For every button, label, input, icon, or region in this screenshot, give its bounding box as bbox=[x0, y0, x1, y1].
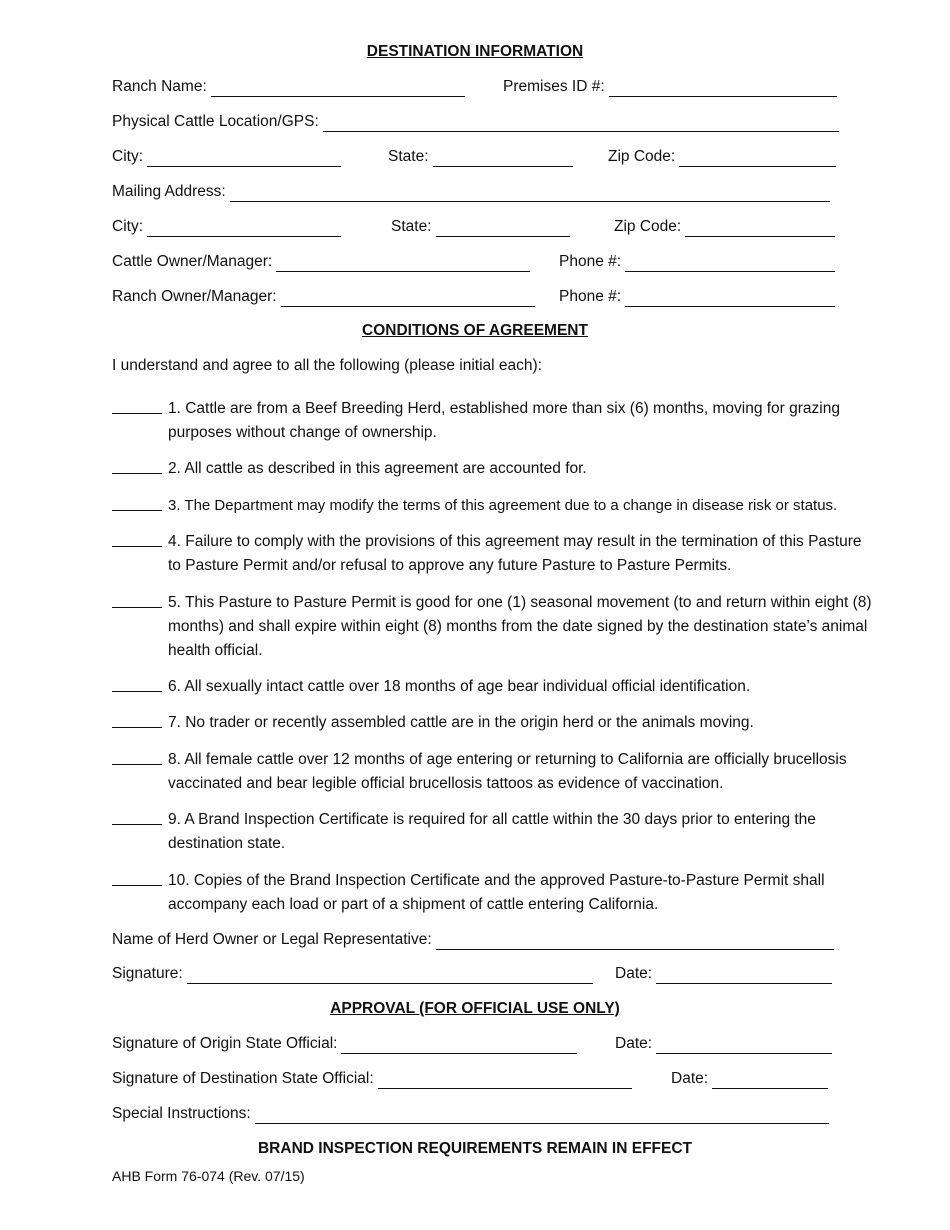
condition-item-8 bbox=[112, 748, 892, 792]
herd-owner-input[interactable] bbox=[436, 933, 834, 950]
physical-location-input[interactable] bbox=[323, 115, 839, 132]
mailing-address-input[interactable] bbox=[230, 185, 830, 202]
zip-input[interactable] bbox=[679, 150, 836, 167]
city-field[interactable] bbox=[112, 147, 341, 167]
date1-input[interactable] bbox=[656, 1037, 832, 1054]
condition-text-9: 9. A Brand Inspection Certificate is required for all cattle within the 30 days prior to entering the destination state. bbox=[168, 811, 816, 852]
city-input[interactable] bbox=[147, 150, 341, 167]
premises-id-input[interactable] bbox=[609, 80, 837, 97]
signature-label: Signature: bbox=[112, 965, 183, 982]
condition-item-3 bbox=[112, 494, 892, 519]
initial-blank-1[interactable] bbox=[112, 397, 162, 414]
zip2-input[interactable] bbox=[685, 220, 835, 237]
state-label: State: bbox=[388, 148, 429, 165]
condition-text-8: 8. All female cattle over 12 months of age entering or returning to California are officially brucellosis vaccinated and bear legible official brucellosis tattoos as evidence of vaccination. bbox=[168, 751, 847, 792]
special-instructions-label: Special Instructions: bbox=[112, 1105, 251, 1122]
initial-blank-7[interactable] bbox=[112, 711, 162, 728]
date-label: Date: bbox=[615, 965, 653, 982]
state-field[interactable] bbox=[388, 147, 573, 167]
conditions-heading: CONDITIONS OF AGREEMENT bbox=[362, 322, 588, 339]
mailing-address-label: Mailing Address: bbox=[112, 183, 226, 200]
date-field[interactable] bbox=[615, 964, 832, 984]
ranch-name-label: Ranch Name: bbox=[112, 78, 207, 95]
initial-blank-4[interactable] bbox=[112, 530, 162, 547]
phone-field[interactable] bbox=[559, 252, 835, 272]
destination-official-field[interactable] bbox=[112, 1069, 632, 1089]
special-instructions-field[interactable] bbox=[112, 1104, 829, 1124]
condition-text-1: 1. Cattle are from a Beef Breeding Herd, established more than six (6) months, moving for grazing purposes without change of ownership. bbox=[168, 400, 840, 441]
destination-heading: DESTINATION INFORMATION bbox=[366, 43, 584, 60]
initial-blank-9[interactable] bbox=[112, 808, 162, 825]
origin-official-input[interactable] bbox=[341, 1037, 577, 1054]
initial-blank-3[interactable] bbox=[112, 494, 162, 511]
state2-label: State: bbox=[391, 218, 432, 235]
state-input[interactable] bbox=[433, 150, 573, 167]
condition-item-4 bbox=[112, 530, 892, 574]
initial-blank-2[interactable] bbox=[112, 457, 162, 474]
phone-label: Phone #: bbox=[559, 253, 622, 270]
origin-official-field[interactable] bbox=[112, 1034, 577, 1054]
state2-field[interactable] bbox=[391, 217, 570, 237]
cattle-owner-field[interactable] bbox=[112, 252, 530, 272]
date1-field[interactable] bbox=[615, 1034, 832, 1054]
city2-label: City: bbox=[112, 218, 143, 235]
phone2-label: Phone #: bbox=[559, 288, 622, 305]
date2-input[interactable] bbox=[712, 1072, 828, 1089]
city2-field[interactable] bbox=[112, 217, 341, 237]
special-instructions-input[interactable] bbox=[255, 1107, 829, 1124]
ranch-name-input[interactable] bbox=[211, 80, 465, 97]
condition-text-5: 5. This Pasture to Pasture Permit is good for one (1) seasonal movement (to and return within eight (8) months) and shall expire within eight (8) months from the date signed by the destination state’s animal health official. bbox=[168, 594, 872, 659]
approval-heading: APPROVAL (FOR OFFICIAL USE ONLY) bbox=[330, 1000, 620, 1017]
physical-location-field[interactable] bbox=[112, 112, 839, 132]
condition-item-10 bbox=[112, 869, 892, 913]
condition-item-7 bbox=[112, 711, 892, 736]
form-id: AHB Form 76-074 (Rev. 07/15) bbox=[112, 1168, 305, 1184]
initial-blank-8[interactable] bbox=[112, 748, 162, 765]
ranch-owner-input[interactable] bbox=[281, 290, 535, 307]
condition-text-7: 7. No trader or recently assembled cattle are in the origin herd or the animals moving. bbox=[168, 714, 754, 731]
initial-blank-10[interactable] bbox=[112, 869, 162, 886]
signature-input[interactable] bbox=[187, 967, 593, 984]
initial-blank-6[interactable] bbox=[112, 675, 162, 692]
phone-input[interactable] bbox=[625, 255, 835, 272]
date2-field[interactable] bbox=[671, 1069, 828, 1089]
brand-inspection-notice: BRAND INSPECTION REQUIREMENTS REMAIN IN EFFECT bbox=[257, 1140, 692, 1157]
ranch-owner-label: Ranch Owner/Manager: bbox=[112, 288, 277, 305]
mailing-address-field[interactable] bbox=[112, 182, 830, 202]
date-input[interactable] bbox=[656, 967, 832, 984]
conditions-intro: I understand and agree to all the following (please initial each): bbox=[112, 357, 542, 374]
signature-field[interactable] bbox=[112, 964, 593, 984]
phone2-field[interactable] bbox=[559, 287, 835, 307]
herd-owner-field[interactable] bbox=[112, 930, 834, 950]
cattle-owner-input[interactable] bbox=[276, 255, 530, 272]
date2-label: Date: bbox=[671, 1070, 709, 1087]
premises-id-field[interactable] bbox=[503, 77, 837, 97]
condition-text-10: 10. Copies of the Brand Inspection Certificate and the approved Pasture-to-Pasture Permit shall accompany each load or part of a shipment of cattle entering California. bbox=[168, 872, 825, 913]
condition-item-5 bbox=[112, 591, 892, 659]
date1-label: Date: bbox=[615, 1035, 653, 1052]
condition-text-3: 3. The Department may modify the terms of this agreement due to a change in disease risk or status. bbox=[168, 497, 838, 514]
condition-item-9 bbox=[112, 808, 892, 852]
phone2-input[interactable] bbox=[625, 290, 835, 307]
destination-official-label: Signature of Destination State Official: bbox=[112, 1070, 374, 1087]
herd-owner-label: Name of Herd Owner or Legal Representative: bbox=[112, 931, 432, 948]
condition-item-6 bbox=[112, 675, 892, 700]
zip2-label: Zip Code: bbox=[614, 218, 682, 235]
destination-official-input[interactable] bbox=[378, 1072, 632, 1089]
condition-text-2: 2. All cattle as described in this agreement are accounted for. bbox=[168, 460, 587, 477]
premises-id-label: Premises ID #: bbox=[503, 78, 605, 95]
ranch-name-field[interactable] bbox=[112, 77, 465, 97]
city2-input[interactable] bbox=[147, 220, 341, 237]
zip-label: Zip Code: bbox=[608, 148, 676, 165]
condition-text-6: 6. All sexually intact cattle over 18 months of age bear individual official identification. bbox=[168, 678, 751, 695]
condition-text-4: 4. Failure to comply with the provisions of this agreement may result in the termination of this Pasture to Pasture Permit and/or refusal to approve any future Pasture to Pasture Permits. bbox=[168, 533, 862, 574]
city-label: City: bbox=[112, 148, 143, 165]
ranch-owner-field[interactable] bbox=[112, 287, 535, 307]
condition-item-2 bbox=[112, 457, 892, 482]
state2-input[interactable] bbox=[436, 220, 570, 237]
physical-location-label: Physical Cattle Location/GPS: bbox=[112, 113, 319, 130]
zip-field[interactable] bbox=[608, 147, 836, 167]
condition-item-1 bbox=[112, 397, 892, 441]
origin-official-label: Signature of Origin State Official: bbox=[112, 1035, 338, 1052]
cattle-owner-label: Cattle Owner/Manager: bbox=[112, 253, 273, 270]
initial-blank-5[interactable] bbox=[112, 591, 162, 608]
zip2-field[interactable] bbox=[614, 217, 835, 237]
